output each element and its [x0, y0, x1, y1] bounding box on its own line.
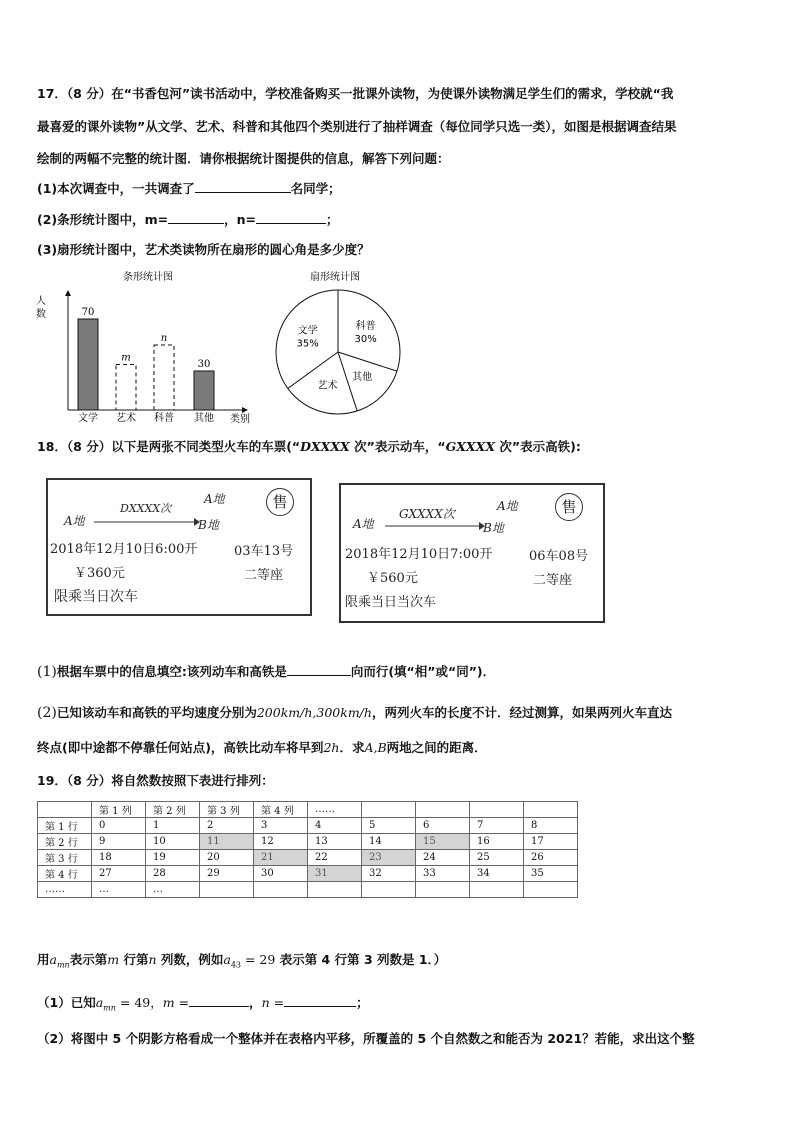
- table-cell: 30: [254, 866, 308, 882]
- table-cell: …: [92, 882, 146, 898]
- table-header-cell: [470, 802, 524, 818]
- q18-sub1-num: (1): [37, 664, 57, 680]
- ticket-g-from: A地: [353, 517, 374, 531]
- q18-sub2-text: 已知该动车和高铁的平均速度分别为: [56, 705, 257, 720]
- ticket-g-datetime: 2018年12月10日7:00开: [345, 547, 493, 562]
- q18-sub1-end: 向而行(填“相”或“同”)．: [350, 664, 496, 679]
- q19-note-sub: mn: [56, 960, 70, 970]
- ticket-g-seat: 06车08号: [529, 549, 589, 564]
- ticket-d-stamp: 售: [266, 488, 294, 516]
- table-header-cell: 第 4 列: [254, 802, 308, 818]
- table-header-cell: 第 2 列: [146, 802, 200, 818]
- answer-blank-n19[interactable]: [284, 994, 356, 1007]
- q18-intro: 18．（8 分）以下是两张不同类型火车的车票(“: [37, 439, 301, 454]
- q19-ex-eq: = 29: [241, 952, 276, 967]
- q17-line2: 最喜爱的课外读物”从文学、艺术、科普和其他四个类别进行了抽样调查（每位同学只选一类），如图是根据调查结果: [37, 119, 677, 134]
- pie-label-2: 其他: [352, 372, 373, 384]
- x-tick-label-2: 科普: [154, 413, 174, 424]
- bar-3: [194, 371, 214, 410]
- table-cell: …: [146, 882, 200, 898]
- ticket-d-from: A地: [64, 514, 85, 528]
- q18-sub2-text-e: ．求: [339, 740, 365, 755]
- q17-line3: 绘制的两幅不完整的统计图．请你根据统计图提供的信息，解答下列问题：: [37, 151, 450, 166]
- bar-value-label-3: 30: [197, 359, 211, 370]
- pie-label-0: 文学: [297, 325, 318, 337]
- table-cell: 7: [470, 818, 524, 834]
- ticket-g: [339, 483, 605, 623]
- q19-line1: 19．（8 分）将自然数按照下表进行排列：: [37, 773, 274, 788]
- answer-blank-n[interactable]: [256, 211, 326, 224]
- table-header-cell: [362, 802, 416, 818]
- q18-speeds: 200km/h,300km/h: [256, 705, 372, 720]
- table-cell: 23: [362, 850, 416, 866]
- pie-label-1: 科普: [355, 320, 376, 332]
- table-cell: 15: [416, 834, 470, 850]
- table-cell: [470, 882, 524, 898]
- q19-note-e: 表示第 4 行第 3 列数是 1．）: [275, 952, 447, 967]
- table-cell: [308, 882, 362, 898]
- bar-value-label-1: m: [121, 352, 131, 364]
- answer-blank-m[interactable]: [168, 211, 224, 224]
- table-cell: 6: [416, 818, 470, 834]
- q19-sub2: （2）将图中 5 个阴影方格看成一个整体并在表格内平移，所覆盖的 5 个自然数之和能否为 2021？若能，求出这个整: [37, 1031, 695, 1046]
- y-axis-label-2: 数: [36, 309, 46, 320]
- table-cell: 26: [524, 850, 578, 866]
- q19-note-b: 表示第: [69, 952, 108, 967]
- ticket-g-to: B地: [483, 521, 504, 535]
- table-cell: 2: [200, 818, 254, 834]
- table-cell: 1: [146, 818, 200, 834]
- table-cell: [200, 882, 254, 898]
- bar-value-label-0: 70: [81, 307, 95, 318]
- ticket-g-class: 二等座: [533, 573, 573, 588]
- ticket-d-class: 二等座: [244, 568, 284, 583]
- ticket-d-train: DXXXX次: [120, 502, 172, 515]
- q19-note-c: 行第: [119, 952, 149, 967]
- q17-sub2-end: ；: [326, 212, 339, 227]
- q17-sub1: [37, 179, 341, 197]
- q18-sub2-line2: [37, 738, 487, 756]
- table-header-row: [38, 802, 578, 818]
- pie-chart-title: 扇形统计图: [310, 272, 360, 283]
- table-cell: 35: [524, 866, 578, 882]
- table-cell: [362, 882, 416, 898]
- q19-note-d: 列数，例如: [156, 952, 224, 967]
- q18-sub2-num: (2): [37, 705, 57, 721]
- x-axis-label: 类别: [230, 414, 250, 425]
- table-cell: 第 3 行: [38, 850, 92, 866]
- table-cell: ……: [38, 882, 92, 898]
- x-tick-label-0: 文学: [78, 413, 98, 424]
- table-cell: 25: [470, 850, 524, 866]
- table-cell: 10: [146, 834, 200, 850]
- q18-hours: 2h: [323, 740, 340, 755]
- q19-sub1-m: m =: [162, 995, 190, 1010]
- table-cell: 8: [524, 818, 578, 834]
- q17-sub2: [37, 210, 339, 228]
- q19-ex-sub: 43: [230, 960, 242, 970]
- table-cell: 33: [416, 866, 470, 882]
- bar-value-label-2: n: [160, 333, 168, 344]
- table-cell: 32: [362, 866, 416, 882]
- pie-pct-0: 35%: [296, 338, 319, 350]
- table-cell: [254, 882, 308, 898]
- table-header-cell: [524, 802, 578, 818]
- table-cell: 14: [362, 834, 416, 850]
- ticket-d-seat: 03车13号: [234, 544, 294, 559]
- ticket-g-stamp: 售: [555, 493, 583, 521]
- table-cell: 28: [146, 866, 200, 882]
- table-cell: 31: [308, 866, 362, 882]
- x-tick-label-3: 其他: [194, 413, 214, 424]
- d-train-code: DXXXX: [300, 439, 350, 454]
- table-cell: 12: [254, 834, 308, 850]
- ticket-d: [46, 478, 312, 616]
- table-header-cell: 第 3 列: [200, 802, 254, 818]
- q19-sub1-sym: a: [95, 995, 104, 1010]
- q19-ex-sym: a: [223, 952, 231, 967]
- ticket-g-station: A地: [497, 499, 518, 513]
- q18-sub2-text-d: 终点(即中途都不停靠任何站点)，高铁比动车将早到: [37, 740, 324, 755]
- table-cell: 3: [254, 818, 308, 834]
- q19-sub1-n: n =: [261, 995, 285, 1010]
- ticket-g-note: 限乘当日当次车: [345, 595, 437, 610]
- table-cell: 16: [470, 834, 524, 850]
- q19-note-m: m: [107, 952, 120, 967]
- q17-sub1-text: (1)本次调查中，一共调查了: [37, 181, 195, 196]
- q18-sub1: [37, 662, 495, 680]
- ticket-d-datetime: 2018年12月10日6:00开: [50, 542, 198, 557]
- table-cell: 18: [92, 850, 146, 866]
- table-cell: 13: [308, 834, 362, 850]
- table-cell: 第 4 行: [38, 866, 92, 882]
- table-row: [38, 882, 578, 898]
- ticket-d-to: B地: [198, 518, 219, 532]
- ticket-d-station: A地: [204, 492, 225, 506]
- q18-sub2-text-c: ，两列火车的长度不计．经过测算，如果两列火车直达: [371, 705, 672, 720]
- table-cell: 11: [200, 834, 254, 850]
- table-row: [38, 834, 578, 850]
- answer-blank-direction[interactable]: [287, 663, 351, 676]
- q19-note: [37, 950, 446, 970]
- q19-sub1-sub: mn: [103, 1003, 116, 1013]
- pie-label-3: 艺术: [317, 380, 338, 392]
- table-cell: 17: [524, 834, 578, 850]
- q17-sub3: (3)扇形统计图中，艺术类读物所在扇形的圆心角是多少度？: [37, 242, 370, 257]
- q18-ab: A,B: [364, 740, 387, 755]
- q19-note-a: 用: [37, 952, 50, 967]
- bar-chart-title: 条形统计图: [123, 272, 173, 283]
- q17-sub2-text: (2)条形统计图中，m=: [37, 212, 169, 227]
- q17-sub2-n: ，n=: [224, 212, 256, 227]
- table-cell: 34: [470, 866, 524, 882]
- answer-blank-m19[interactable]: [189, 994, 249, 1007]
- table-header-cell: 第 1 列: [92, 802, 146, 818]
- q18-sub1-text: 根据车票中的信息填空:该列动车和高铁是: [56, 664, 287, 679]
- q18-intro-b: 次”表示动车，“: [349, 439, 446, 454]
- table-header-cell: [38, 802, 92, 818]
- table-row: [38, 850, 578, 866]
- y-axis-label-1: 人: [36, 296, 46, 307]
- ticket-d-arrow: [94, 517, 200, 527]
- x-tick-label-1: 艺术: [116, 413, 136, 424]
- table-header-cell: ……: [308, 802, 362, 818]
- q19-sub1-sep: ，: [249, 995, 262, 1010]
- q17-line1: 17．（8 分）在“书香包河”读书活动中，学校准备购买一批课外读物，为使课外读物满足学生们的需求，学校就“我: [37, 86, 674, 101]
- table-cell: 第 1 行: [38, 818, 92, 834]
- q19-sub1: [37, 993, 369, 1013]
- ticket-g-arrow: [385, 521, 485, 531]
- table-cell: 第 2 行: [38, 834, 92, 850]
- table-cell: 21: [254, 850, 308, 866]
- table-cell: 0: [92, 818, 146, 834]
- q19-sub1-eq: = 49，: [115, 995, 163, 1010]
- q18-sub2-line1: [37, 703, 672, 721]
- x-axis-arrow: [242, 407, 248, 413]
- q19-sub1-end: ；: [356, 995, 369, 1010]
- q18-intro-c: 次”表示高铁):: [495, 439, 581, 454]
- q19-note-sym: a: [49, 952, 57, 967]
- g-train-code: GXXXX: [445, 439, 496, 454]
- table-cell: 24: [416, 850, 470, 866]
- q19-sub1-a: （1）已知: [37, 995, 96, 1010]
- q17-charts: [30, 266, 450, 426]
- table-row: [38, 866, 578, 882]
- table-cell: 27: [92, 866, 146, 882]
- table-cell: 19: [146, 850, 200, 866]
- q18-line1: [37, 437, 581, 455]
- ticket-d-note: 限乘当日次车: [54, 589, 138, 605]
- ticket-g-train: GXXXX次: [399, 507, 455, 521]
- table-cell: 4: [308, 818, 362, 834]
- ticket-g-price: ￥560元: [367, 571, 418, 586]
- table-header-cell: [416, 802, 470, 818]
- y-axis-arrow: [65, 290, 71, 296]
- table-cell: 5: [362, 818, 416, 834]
- q17-sub1-suffix: 名同学；: [290, 181, 341, 196]
- table-cell: [524, 882, 578, 898]
- q19-note-n: n: [148, 952, 157, 967]
- table-cell: [416, 882, 470, 898]
- pie-pct-1: 30%: [354, 333, 377, 345]
- table-row: [38, 818, 578, 834]
- table-cell: 22: [308, 850, 362, 866]
- bar-0: [78, 319, 98, 410]
- q18-sub2-text-f: 两地之间的距离．: [386, 740, 487, 755]
- number-table: [37, 801, 578, 898]
- ticket-d-price: ￥360元: [74, 566, 125, 581]
- table-cell: 9: [92, 834, 146, 850]
- bar-1: [116, 365, 136, 411]
- bar-2: [154, 345, 174, 410]
- table-cell: 20: [200, 850, 254, 866]
- answer-blank-total[interactable]: [195, 180, 291, 193]
- table-cell: 29: [200, 866, 254, 882]
